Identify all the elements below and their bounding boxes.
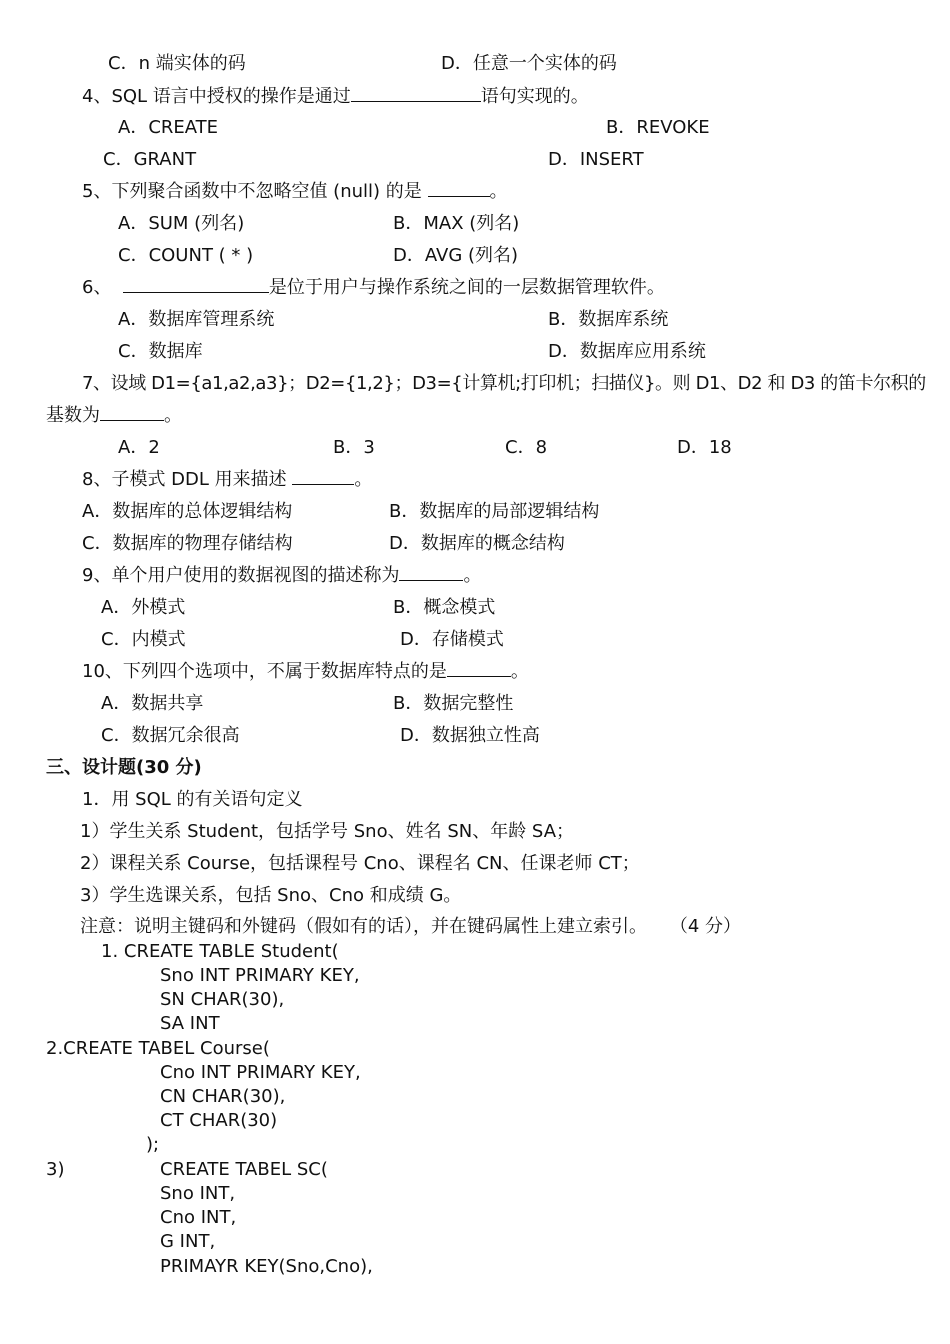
q4-stem-text: 4、SQL 语言中授权的操作是通过 xyxy=(82,86,351,107)
q5-option-b: B．MAX (列名) xyxy=(393,213,520,234)
q4-stem xyxy=(82,85,589,109)
prev-option-c: C．n 端实体的码 xyxy=(108,53,246,74)
design-item-2: 2）课程关系 Course，包括课程号 Cno、课程名 CN、任课老师 CT； xyxy=(80,853,640,874)
q8-option-d: D．数据库的概念结构 xyxy=(389,533,565,554)
q9-option-a: A．外模式 xyxy=(101,597,186,618)
q7-stem-line2 xyxy=(46,404,182,428)
q7-stem-text: 基数为 xyxy=(46,405,100,426)
q6-option-a: A．数据库管理系统 xyxy=(118,309,275,330)
answer-2-line-1: 2.CREATE TABEL Course( xyxy=(46,1038,270,1059)
q5-option-d: D．AVG (列名) xyxy=(393,245,519,266)
q9-option-d: D．存储模式 xyxy=(400,629,504,650)
q7-option-d: D．18 xyxy=(677,437,732,458)
q6-option-b: B．数据库系统 xyxy=(548,309,669,330)
q6-option-c: C．数据库 xyxy=(118,341,203,362)
q7-option-c: C．8 xyxy=(505,437,548,458)
q10-option-a: A．数据共享 xyxy=(101,693,204,714)
q9-blank xyxy=(399,564,463,581)
q8-option-a: A．数据库的总体逻辑结构 xyxy=(82,501,293,522)
q10-option-d: D．数据独立性高 xyxy=(400,725,540,746)
q4-option-d: D．INSERT xyxy=(548,149,644,170)
q8-blank xyxy=(292,468,354,485)
q4-option-a: A．CREATE xyxy=(118,117,219,138)
q4-option-c: C．GRANT xyxy=(103,149,197,170)
q4-stem-tail: 语句实现的。 xyxy=(480,86,589,107)
q6-blank xyxy=(123,276,269,293)
q8-option-b: B．数据库的局部逻辑结构 xyxy=(389,501,600,522)
answer-1-line-2: Sno INT PRIMARY KEY, xyxy=(160,965,360,986)
q10-stem-tail: 。 xyxy=(510,661,529,682)
q10-option-b: B．数据完整性 xyxy=(393,693,514,714)
q7-option-b: B．3 xyxy=(333,437,375,458)
answer-3-line-2: Sno INT, xyxy=(160,1183,236,1204)
q5-blank xyxy=(428,180,490,197)
answer-3-line-4: G INT, xyxy=(160,1231,216,1252)
answer-2-line-4: CT CHAR(30) xyxy=(160,1110,278,1131)
q10-stem-text: 10、下列四个选项中，不属于数据库特点的是 xyxy=(82,661,447,682)
answer-2-line-5: ); xyxy=(146,1134,160,1155)
q6-stem-tail: 是位于用户与操作系统之间的一层数据管理软件。 xyxy=(268,277,665,298)
q5-stem-text: 5、下列聚合函数中不忽略空值 (null) 的是 xyxy=(82,181,422,202)
answer-3-line-1: CREATE TABEL SC( xyxy=(160,1159,328,1180)
q7-blank xyxy=(100,404,164,421)
answer-1-line-4: SA INT xyxy=(160,1013,220,1034)
answer-2-line-2: Cno INT PRIMARY KEY, xyxy=(160,1062,361,1083)
q7-stem-line1: 7、设域 D1={a1,a2,a3}；D2={1,2}；D3={计算机;打印机；扫描仪}。则 D1、D2 和 D3 的笛卡尔积的 xyxy=(82,373,926,394)
q9-stem-text: 9、单个用户使用的数据视图的描述称为 xyxy=(82,565,400,586)
q5-option-a: A．SUM (列名) xyxy=(118,213,245,234)
q9-stem-tail: 。 xyxy=(463,565,482,586)
answer-3-line-3: Cno INT, xyxy=(160,1207,237,1228)
q6-stem xyxy=(82,276,665,300)
q8-stem-text: 8、子模式 DDL 用来描述 xyxy=(82,469,287,490)
q10-blank xyxy=(447,660,511,677)
q9-option-b: B．概念模式 xyxy=(393,597,496,618)
q4-option-b: B．REVOKE xyxy=(606,117,710,138)
q5-option-c: C．COUNT ( * ) xyxy=(118,245,254,266)
q6-stem-text: 6、 xyxy=(82,277,112,298)
q5-stem-tail: 。 xyxy=(489,181,508,202)
answer-2-line-3: CN CHAR(30), xyxy=(160,1086,286,1107)
q5-stem xyxy=(82,180,508,204)
q8-option-c: C．数据库的物理存储结构 xyxy=(82,533,293,554)
q6-option-d: D．数据库应用系统 xyxy=(548,341,706,362)
q9-stem xyxy=(82,564,481,588)
q7-option-a: A．2 xyxy=(118,437,160,458)
q10-option-c: C．数据冗余很高 xyxy=(101,725,240,746)
answer-3-line-5: PRIMAYR KEY(Sno,Cno), xyxy=(160,1256,373,1277)
design-item-1: 1）学生关系 Student，包括学号 Sno、姓名 SN、年龄 SA； xyxy=(80,821,575,842)
design-question-title: 1．用 SQL 的有关语句定义 xyxy=(82,789,303,810)
q10-stem xyxy=(82,660,529,684)
q8-stem-tail: 。 xyxy=(354,469,373,490)
answer-1-line-3: SN CHAR(30), xyxy=(160,989,285,1010)
answer-1-line-1: 1. CREATE TABLE Student( xyxy=(101,941,339,962)
q8-stem xyxy=(82,468,372,492)
design-item-3: 3）学生选课关系，包括 Sno、Cno 和成绩 G。 xyxy=(80,885,462,906)
answer-3-label: 3) xyxy=(46,1159,65,1180)
q4-blank xyxy=(351,85,481,102)
section-heading: 三、设计题(30 分) xyxy=(46,757,202,778)
q9-option-c: C．内模式 xyxy=(101,629,186,650)
prev-option-d: D．任意一个实体的码 xyxy=(441,53,617,74)
q7-stem-tail: 。 xyxy=(164,405,182,426)
design-note: 注意：说明主键码和外键码（假如有的话），并在键码属性上建立索引。 （4 分） xyxy=(80,916,742,937)
